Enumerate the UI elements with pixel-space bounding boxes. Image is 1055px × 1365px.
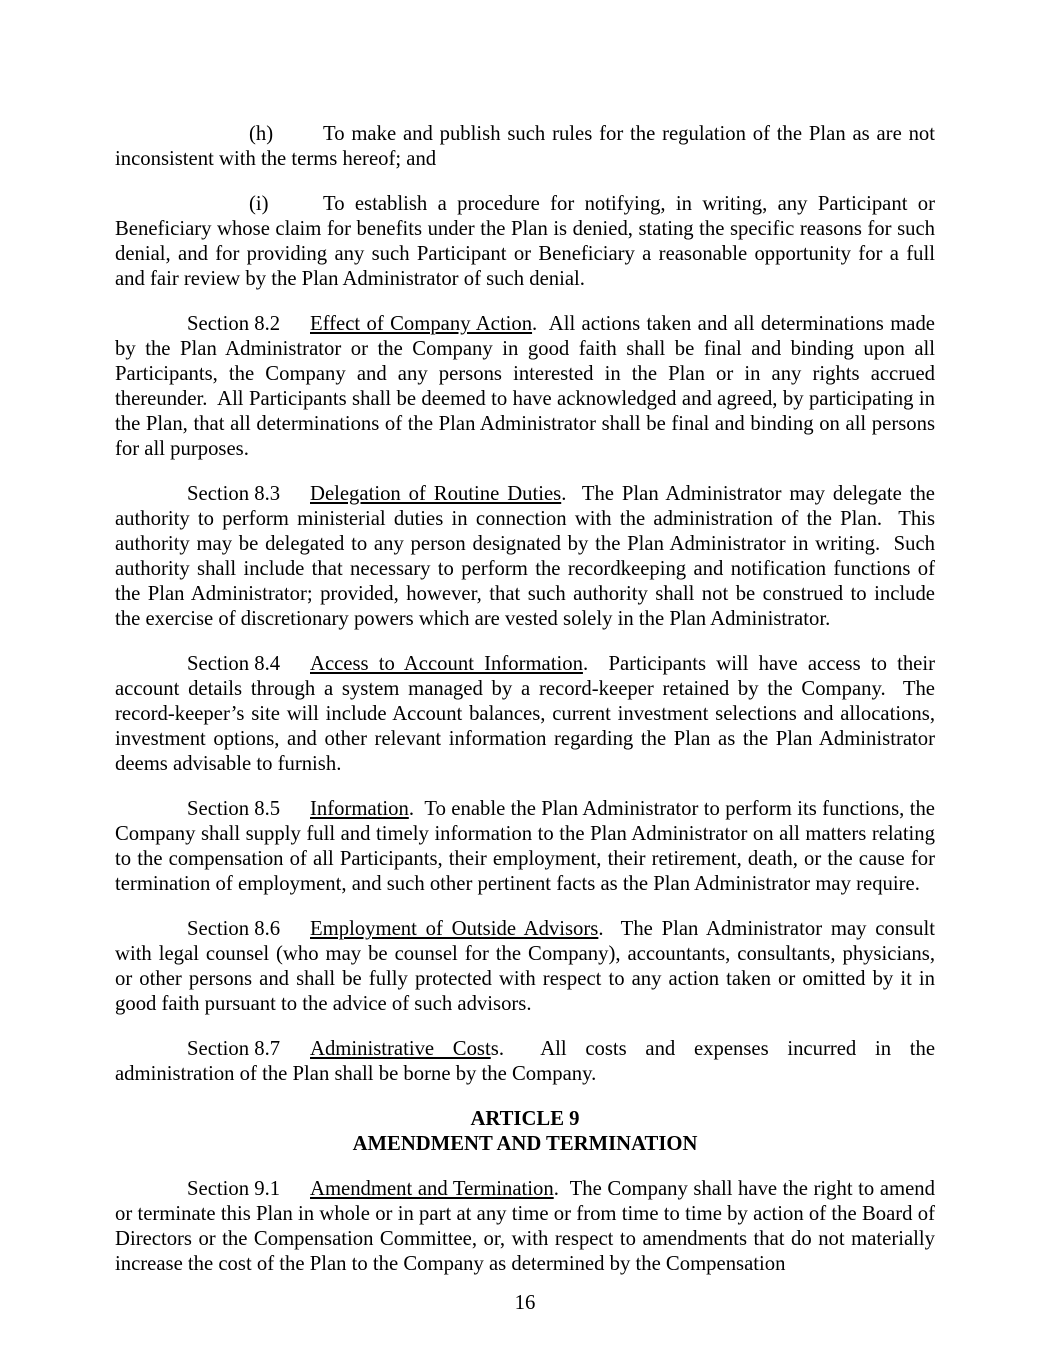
section-heading-plain: s bbox=[490, 1038, 499, 1060]
section-label: Section 8.2 bbox=[187, 313, 281, 335]
list-item-i bbox=[115, 192, 935, 292]
list-item-text: To establish a procedure for notifying, in writing, any Participant or Beneficiary whose claim for benefits under the Plan is denied, stating the specific reasons for such denial, and for providing any such Participant or Beneficiary a reasonable opportunity for a full and fair review by the Plan Administrator of such denial. bbox=[115, 193, 935, 290]
section-paragraph-8-2 bbox=[115, 312, 935, 462]
section-heading: Administrative Cost bbox=[310, 1038, 491, 1060]
section-body: . All actions taken and all determinations made by the Plan Administrator or the Company in good faith shall be final and binding upon all Participants, the Company and any persons interested in the Plan or in any rights accrued thereunder. All Participants shall be deemed to have acknowledged and agreed, by participating in the Plan, that all determinations of the Plan Administrator shall be final and binding on all persons for all purposes. bbox=[115, 313, 935, 460]
section-body: . The Plan Administrator may consult with legal counsel (who may be counsel for the Company), accountants, consultants, physicians, or other persons and shall be fully protected with respect to any action taken or omitted by it in good faith pursuant to the advice of such advisors. bbox=[115, 918, 935, 1015]
section-label: Section 8.4 bbox=[187, 653, 281, 675]
section-paragraph-8-7 bbox=[115, 1037, 935, 1087]
section-body: . To enable the Plan Administrator to perform its functions, the Company shall supply full and timely information to the Plan Administrator on all matters relating to the compensation of all Participants, their employment, their retirement, death, or the cause for termination of employment, and such other pertinent facts as the Plan Administrator may require. bbox=[115, 798, 935, 895]
section-paragraph-8-5 bbox=[115, 797, 935, 897]
section-label: Section 8.3 bbox=[187, 483, 281, 505]
list-item-label: (h) bbox=[249, 123, 274, 145]
section-label: Section 9.1 bbox=[187, 1178, 281, 1200]
list-item-text: To make and publish such rules for the regulation of the Plan as are not inconsistent with the terms hereof; and bbox=[115, 123, 935, 170]
section-heading: Employment of Outside Advisors bbox=[310, 918, 599, 940]
section-body: . The Company shall have the right to amend or terminate this Plan in whole or in part at any time or from time to time by action of the Board of Directors or the Compensation Committee, or, with respect to amendments that do not materially increase the cost of the Plan to the Company as determined by the Compensation bbox=[115, 1178, 935, 1275]
section-heading: Access to Account Information bbox=[310, 653, 583, 675]
section-heading: Delegation of Routine Duties bbox=[310, 483, 562, 505]
section-heading: Information bbox=[310, 798, 409, 820]
article-heading-line2: AMENDMENT AND TERMINATION bbox=[352, 1133, 698, 1155]
section-label: Section 8.7 bbox=[187, 1038, 281, 1060]
section-body: . Participants will have access to their account details through a system managed by a record-keeper retained by the Company. The record-keeper’s site will include Account balances, current investment selections and allocations, investment options, and other relevant information regarding the Plan as the Plan Administrator deems advisable to furnish. bbox=[115, 653, 935, 775]
article-heading bbox=[115, 1107, 935, 1157]
section-body: . All costs and expenses incurred in the administration of the Plan shall be borne by the Company. bbox=[115, 1038, 936, 1085]
section-label: Section 8.5 bbox=[187, 798, 281, 820]
list-item-h bbox=[115, 122, 935, 172]
section-paragraph-8-3 bbox=[115, 482, 935, 632]
page-number: 16 bbox=[514, 1292, 536, 1314]
section-body: . The Plan Administrator may delegate the authority to perform ministerial duties in connection with the administration of the Plan. This authority may be delegated to any person designated by the Plan Administrator in writing. Such authority shall include that necessary to perform the recordkeeping and notification functions of the Plan Administrator; provided, however, that such authority shall not be construed to include the exercise of discretionary powers which are vested solely in the Plan Administrator. bbox=[115, 483, 935, 630]
section-heading: Effect of Company Action bbox=[310, 313, 533, 335]
article-heading-line1: ARTICLE 9 bbox=[470, 1108, 580, 1130]
list-item-label: (i) bbox=[249, 193, 269, 215]
section-paragraph-8-4 bbox=[115, 652, 935, 777]
section-paragraph-8-6 bbox=[115, 917, 935, 1017]
section-heading: Amendment and Termination bbox=[310, 1178, 554, 1200]
section-label: Section 8.6 bbox=[187, 918, 281, 940]
section-paragraph-9-1 bbox=[115, 1177, 935, 1277]
